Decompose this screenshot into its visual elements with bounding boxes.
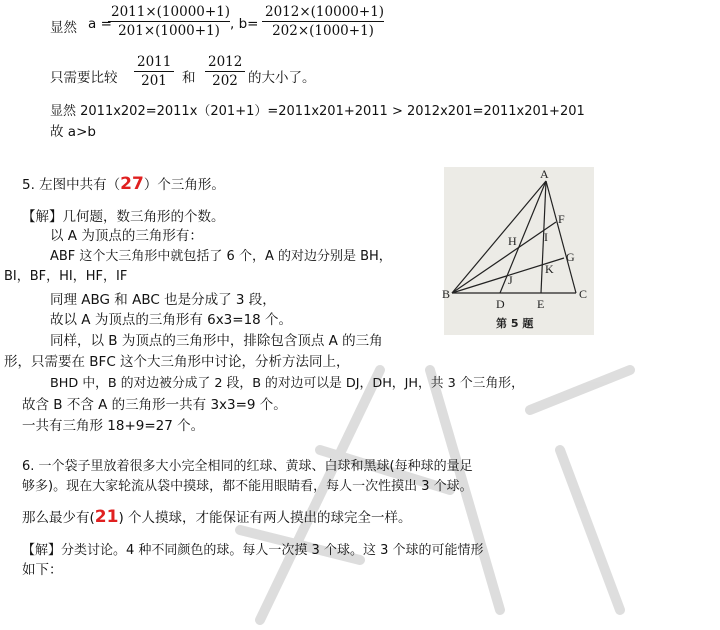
label-H: H <box>508 234 517 248</box>
q5-solution-line-1: 【解】几何题，数三角形的个数。 <box>22 209 225 225</box>
label-E: E <box>537 297 545 311</box>
q5-solution-line-4: BI，BF，HI，HF，IF <box>4 269 128 284</box>
q6-question: 那么最少有(21) 个人摸球，才能保证有两人摸出的球完全一样。 <box>22 507 412 527</box>
fraction-b-numerator: 2012×(10000+1) <box>265 4 385 20</box>
label-A: A <box>540 167 549 181</box>
label-J: J <box>508 273 513 287</box>
conclusion-line: 故 a>b <box>50 124 96 140</box>
label-D: D <box>496 297 505 311</box>
label-G: G <box>566 250 575 264</box>
label-B: B <box>442 287 451 301</box>
label-F: F <box>558 212 565 226</box>
q5-solution-line-7: 同样，以 B 为顶点的三角形中，排除包含顶点 A 的三角 <box>50 333 383 349</box>
q5-solution-line-9: BHD 中，B 的对边被分成了 2 段，B 的对边可以是 DJ，DH，JH，共 3 个三角形， <box>50 376 524 391</box>
q6-line-1: 6. 一个袋子里放着很多大小完全相同的红球、黄球、白球和黑球(每种球的量足 <box>22 459 473 474</box>
fraction-b-denominator: 202×(1000+1) <box>272 23 374 39</box>
q5-solution-line-5: 同理 ABG 和 ABC 也是分成了 3 段， <box>50 292 276 308</box>
a-label: a = <box>88 16 112 32</box>
label-I: I <box>544 230 548 244</box>
fraction-a <box>108 4 230 39</box>
figure-caption: 第 5 题 <box>496 317 534 330</box>
q5-solution-line-11: 一共有三角形 18+9=27 个。 <box>22 418 205 434</box>
q6-line-2: 够多)。现在大家轮流从袋中摸球，都不能用眼睛看，每人一次性摸出 3 个球。 <box>22 479 473 494</box>
fraction-a-denominator: 201×(1000+1) <box>118 23 220 39</box>
q5-answer: 27 <box>120 174 144 194</box>
fraction-b <box>262 4 384 39</box>
q5-solution-line-6: 故以 A 为顶点的三角形有 6x3=18 个。 <box>50 312 293 328</box>
q6-solution-line-2: 如下： <box>22 562 63 578</box>
b-label: , b= <box>230 16 259 32</box>
label-K: K <box>545 262 554 276</box>
q6-answer: 21 <box>94 507 119 527</box>
fraction-2012-202: 2012 202 <box>205 54 245 89</box>
q5-solution-line-3: ABF 这个大三角形中就包括了 6 个，A 的对边分别是 BH， <box>50 249 392 264</box>
triangle-diagram <box>444 167 594 335</box>
inequality-line: 显然 2011x202=2011x（201+1）=2011x201+2011 > 2012x201=2011x201+201 <box>50 104 585 119</box>
and-word: 和 <box>182 70 196 86</box>
fraction-2011-201: 2011 201 <box>134 54 174 89</box>
para2-prefix: 只需要比较 <box>50 70 118 86</box>
q5-solution-line-8: 形，只需要在 BFC 这个大三角形中讨论，分析方法同上， <box>4 354 350 370</box>
q5-question: 5. 左图中共有（27）个三角形。 <box>22 174 225 194</box>
q5-solution-line-2: 以 A 为顶点的三角形有： <box>50 228 203 244</box>
para1-prefix: 显然 <box>50 20 77 36</box>
fraction-a-numerator: 2011×(10000+1) <box>111 4 231 20</box>
q5-solution-line-10: 故含 B 不含 A 的三角形一共有 3x3=9 个。 <box>22 397 287 413</box>
label-C: C <box>579 287 588 301</box>
triangle-figure <box>444 167 594 335</box>
para2-suffix: 的大小了。 <box>248 70 316 86</box>
q6-solution-line-1: 【解】分类讨论。4 种不同颜色的球。每人一次摸 3 个球。这 3 个球的可能情形 <box>22 543 484 558</box>
